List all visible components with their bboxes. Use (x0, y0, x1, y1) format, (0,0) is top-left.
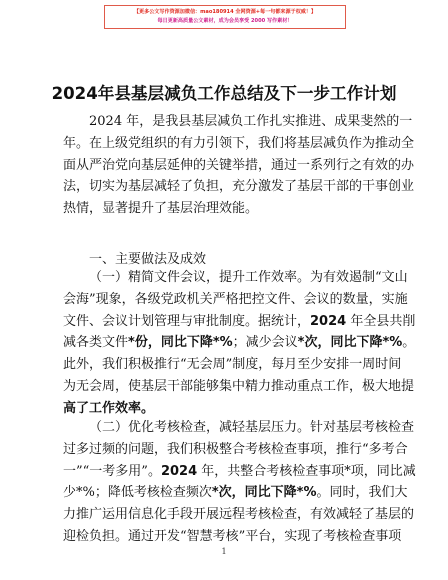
paragraph-line: 一”“一考多用”。2024 年，共整合考核检查事项*项，同比减 (63, 463, 416, 479)
section-heading: 一、主要做法及成效 (89, 252, 207, 267)
banner-line-1: 【更多公文写作资源加微信：mao180914 全网资源+每一句都来源于权威！】 (133, 9, 317, 15)
paragraph-line: 会海”现象，各级党政机关严格把控文件、会议的数量，实施 (63, 291, 408, 307)
paragraph-streamline-documents (63, 267, 416, 420)
paragraph-line: 此外，我们积极推行“无会周”制度，每月至少安排一周时间 (63, 357, 402, 373)
paragraph-line: 法，切实为基层减轻了负担，充分激发了基层干部的干事创业 (63, 179, 415, 195)
paragraph-line: 为无会周，使基层干部能够集中精力推动重点工作，极大地提 (63, 378, 415, 394)
paragraph-line: （一）精简文件会议，提升工作效率。为有效遏制“文山 (89, 270, 408, 285)
paragraph-line: 少*%；降低考核检查频次*次，同比下降*%。同时，我们大 (63, 485, 408, 501)
page-number: 1 (221, 547, 227, 556)
paragraph-line: （二）优化考核检查，减轻基层压力。针对基层考核检查 (89, 420, 415, 435)
paragraph-line: 过多过频的问题，我们积极整合考核检查事项，推行“多考合 (63, 441, 408, 457)
paragraph-line: 面从严治党向基层延伸的关键举措，通过一系列行之有效的办 (63, 157, 415, 173)
document-title: 2024年县基层减负工作总结及下一步工作计划 (51, 84, 397, 103)
paragraph-line: 年。在上级党组织的有力引领下，我们将基层减负作为推动全 (63, 135, 415, 151)
banner-line-2: 每日更新高质量公文素材，成为会员享受 2000 写作素材！ (157, 18, 293, 24)
promo-banner (104, 5, 346, 29)
paragraph-line: 力推广运用信息化手段开展远程考核检查，有效减轻了基层的 (63, 507, 415, 523)
paragraph-line: 迎检负担。通过开发“智慧考核”平台，实现了考核检查事项 (63, 528, 402, 544)
paragraph-line: 2024 年，是我县基层减负工作扎实推进、成果斐然的一 (89, 114, 413, 129)
intro-paragraph (63, 111, 415, 220)
paragraph-line: 热情，显著提升了基层治理效能。 (63, 201, 259, 217)
paragraph-optimize-inspections (63, 417, 416, 548)
paragraph-line: 减各类文件*份，同比下降*%；减少会议*次，同比下降*%。 (63, 335, 416, 351)
paragraph-line: 高了工作效率。 (63, 400, 155, 416)
paragraph-line: 文件、会议计划管理与审批制度。据统计，2024 年全县共削 (63, 313, 416, 329)
